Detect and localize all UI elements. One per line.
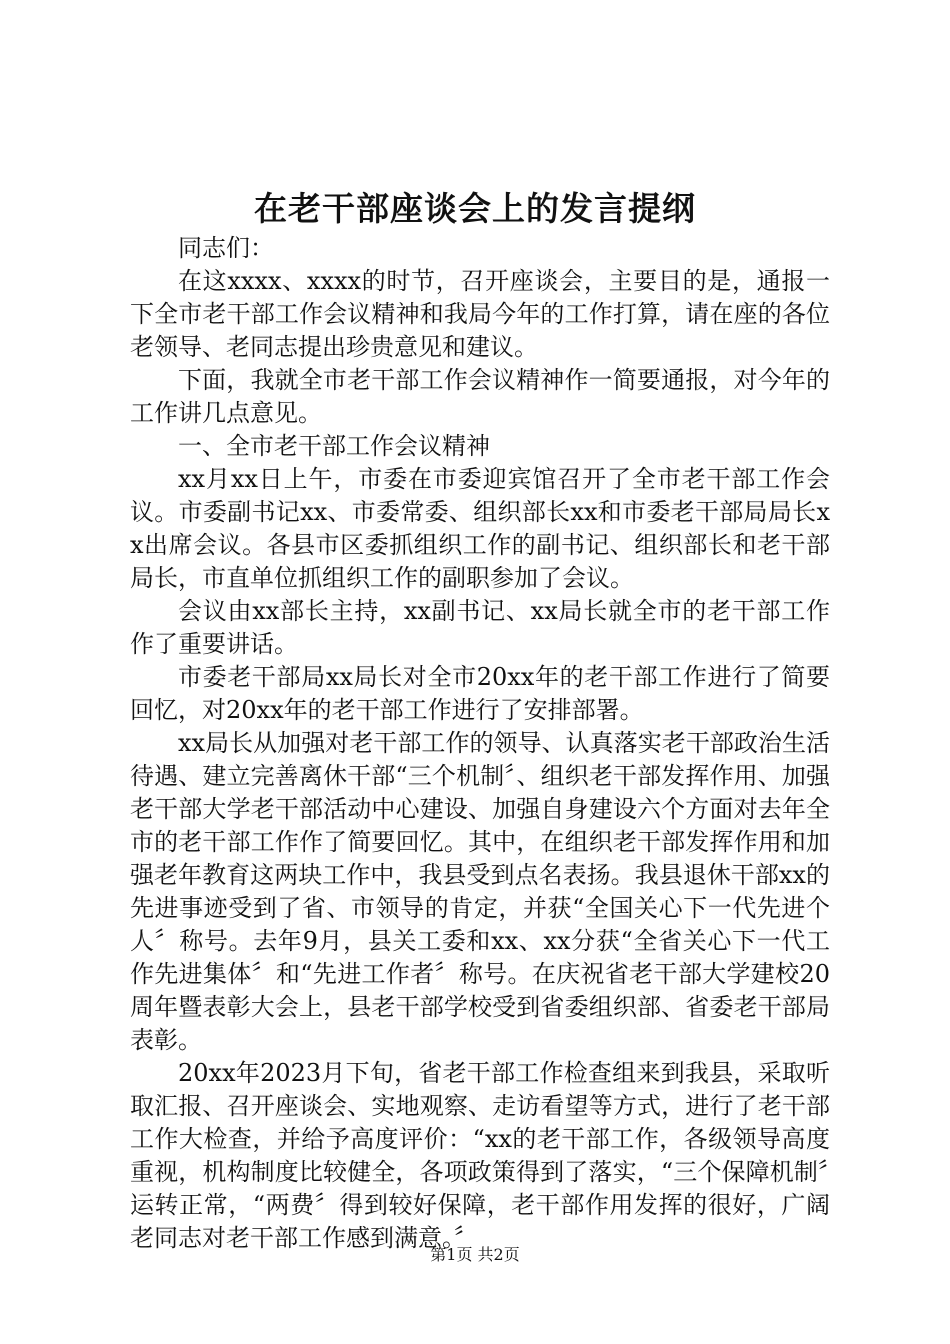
document-body — [130, 232, 830, 1255]
paragraph-host: 会议由xx部长主持，xx副书记、xx局长就全市的老干部工作作了重要讲话。 — [130, 597, 830, 658]
paragraph-review: 市委老干部局xx局长对全市20xx年的老干部工作进行了简要回忆，对20xx年的老干部工作进行了安排部署。 — [130, 663, 830, 724]
page-number-footer: 第1页 共2页 — [430, 1245, 520, 1264]
paragraph-salutation: 同志们： — [178, 234, 274, 262]
paragraph-intro: 在这xxxx、xxxx的时节，召开座谈会，主要目的是，通报一下全市老干部工作会议精神和我局今年的工作打算，请在座的各位老领导、老同志提出珍贵意见和建议。 — [130, 267, 830, 361]
paragraph-inspection: 20xx年2023月下旬，省老干部工作检查组来到我县，采取听取汇报、召开座谈会、实地观察、走访看望等方式，进行了老干部工作大检查，并给予高度评价：“xx的老干部工作，各级领导高度重视，机构制度比较健全，各项政策得到了落实，“三个保障机制〞运转正常，“两费〞得到较好保障，老干部作用发挥的很好，广阔老同志对老干部工作感到满意。〞 — [130, 1059, 830, 1252]
paragraph-details: xx局长从加强对老干部工作的领导、认真落实老干部政治生活待遇、建立完善离休干部“三个机制〞、组织老干部发挥作用、加强老干部大学老干部活动中心建设、加强自身建设六个方面对去年全市的老干部工作作了简要回忆。其中，在组织老干部发挥作用和加强老年教育这两块工作中，我县受到点名表扬。我县退休干部xx的先进事迹受到了省、市领导的肯定，并获“全国关心下一代先进个人〞称号。去年9月，县关工委和xx、xx分获“全省关心下一代工作先进集体〞和“先进工作者〞称号。在庆祝省老干部大学建校20周年暨表彰大会上，县老干部学校受到省委组织部、省委老干部局表彰。 — [130, 729, 830, 1054]
document-title: 在老干部座谈会上的发言提纲 — [254, 189, 696, 228]
section-heading-1: 一、全市老干部工作会议精神 — [178, 432, 490, 460]
paragraph-overview: 下面，我就全市老干部工作会议精神作一简要通报，对今年的工作讲几点意见。 — [130, 366, 830, 427]
paragraph-meeting: xx月xx日上午，市委在市委迎宾馆召开了全市老干部工作会议。市委副书记xx、市委常委、组织部长xx和市委老干部局局长xx出席会议。各县市区委抓组织工作的副书记、组织部长和老干部局长，市直单位抓组织工作的副职参加了会议。 — [130, 465, 830, 592]
